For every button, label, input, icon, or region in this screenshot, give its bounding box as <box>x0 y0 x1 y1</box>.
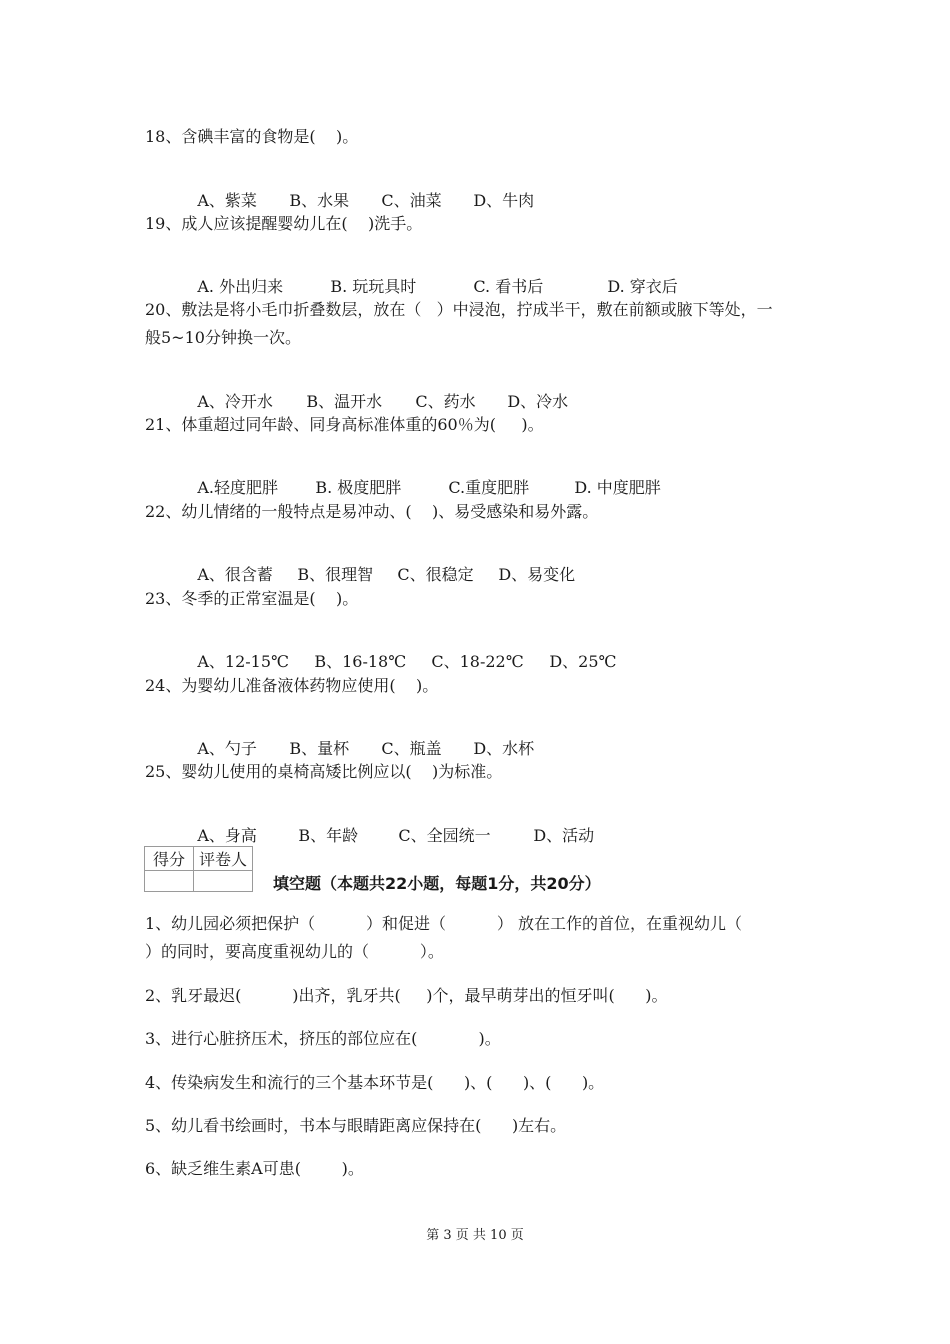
option-a: A.轻度肥胖 <box>197 478 278 497</box>
option-c: C、很稳定 <box>397 565 474 584</box>
option-c: C、瓶盖 <box>381 739 442 758</box>
option-d: D、25℃ <box>549 652 617 671</box>
option-a: A、12-15℃ <box>197 652 289 671</box>
option-a: A、冷开水 <box>197 392 273 411</box>
option-b: B. 极度肥胖 <box>315 478 402 497</box>
fill-question-3: 3、进行心脏挤压术，挤压的部位应在( )。 <box>145 1029 501 1048</box>
question-stem: 24、为婴幼儿准备液体药物应使用( )。 <box>145 676 439 695</box>
option-c: C. 看书后 <box>473 277 544 296</box>
question-stem: 19、成人应该提醒婴幼儿在( )洗手。 <box>145 214 423 233</box>
fill-question-2: 2、乳牙最迟( )出齐，乳牙共( )个，最早萌芽出的恒牙叫( )。 <box>145 986 668 1005</box>
section-title: 填空题（本题共22小题，每题1分，共20分） <box>273 874 601 893</box>
option-c: C、油菜 <box>381 191 442 210</box>
option-d: D. 中度肥胖 <box>574 478 661 497</box>
question-stem-continued: 般5~10分钟换一次。 <box>145 328 301 347</box>
grader-cell <box>194 871 253 892</box>
option-d: D、水杯 <box>473 739 535 758</box>
score-table <box>144 846 253 892</box>
option-a: A、很含蓄 <box>197 565 273 584</box>
option-a: A、勺子 <box>197 739 257 758</box>
score-cell <box>145 871 194 892</box>
option-d: D、活动 <box>533 826 595 845</box>
option-d: D、牛肉 <box>473 191 535 210</box>
option-d: D、易变化 <box>498 565 576 584</box>
option-b: B、年龄 <box>298 826 359 845</box>
fill-question-6: 6、缺乏维生素A可患( )。 <box>145 1159 364 1178</box>
page-footer: 第 3 页 共 10 页 <box>426 1228 524 1243</box>
option-c: C、全园统一 <box>398 826 491 845</box>
question-stem: 23、冬季的正常室温是( )。 <box>145 589 359 608</box>
question-stem: 21、体重超过同年龄、同身高标准体重的60％为( )。 <box>145 415 544 434</box>
fill-question-1-continued: ）的同时，要高度重视幼儿的（ ）。 <box>145 942 444 961</box>
option-d: D. 穿衣后 <box>607 277 678 296</box>
option-a: A、紫菜 <box>197 191 257 210</box>
option-b: B、温开水 <box>306 392 383 411</box>
option-b: B、量杯 <box>289 739 350 758</box>
option-d: D、冷水 <box>507 392 569 411</box>
option-c: C、药水 <box>415 392 476 411</box>
fill-question-5: 5、幼儿看书绘画时，书本与眼睛距离应保持在( )左右。 <box>145 1116 567 1135</box>
question-stem: 25、婴幼儿使用的桌椅高矮比例应以( )为标准。 <box>145 762 503 781</box>
option-b: B、16-18℃ <box>314 652 407 671</box>
option-b: B. 玩玩具时 <box>330 277 417 296</box>
option-b: B、水果 <box>289 191 350 210</box>
score-header: 得分 <box>145 847 194 871</box>
fill-question-1: 1、幼儿园必须把保护（ ）和促进（ ） 放在工作的首位，在重视幼儿（ <box>145 914 742 933</box>
grader-header: 评卷人 <box>194 847 253 871</box>
question-stem: 20、敷法是将小毛巾折叠数层，放在（ ）中浸泡，拧成半干，敷在前额或腋下等处，一 <box>145 300 773 319</box>
option-a: A. 外出归来 <box>197 277 284 296</box>
question-stem: 22、幼儿情绪的一般特点是易冲动、( )、易受感染和易外露。 <box>145 502 599 521</box>
option-b: B、很理智 <box>297 565 374 584</box>
option-a: A、身高 <box>197 826 257 845</box>
option-c: C、18-22℃ <box>431 652 524 671</box>
question-stem: 18、含碘丰富的食物是( )。 <box>145 127 359 146</box>
fill-question-4: 4、传染病发生和流行的三个基本环节是( )、( )、( )。 <box>145 1073 605 1092</box>
option-c: C.重度肥胖 <box>448 478 530 497</box>
